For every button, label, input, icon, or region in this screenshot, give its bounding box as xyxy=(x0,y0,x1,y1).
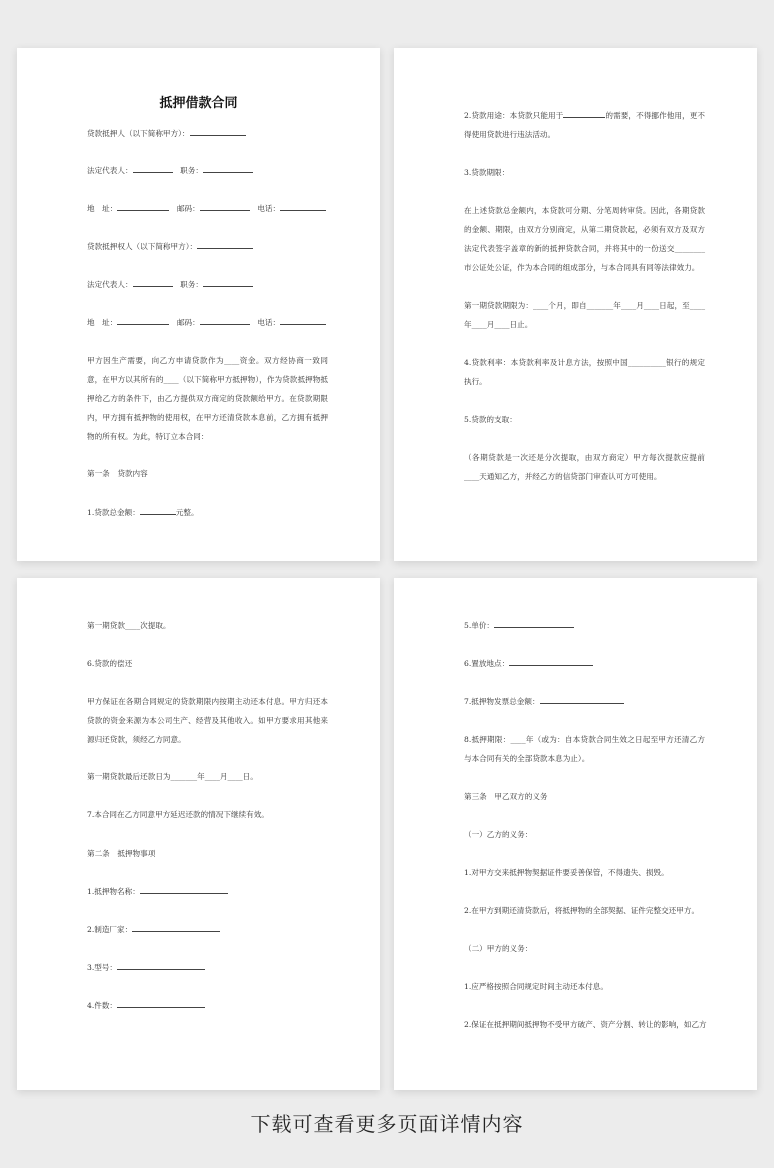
contract-title: 抵押借款合同 xyxy=(159,96,238,111)
pledge-period: 8.抵押期限：____年（或为：自本贷款合同生效之日起至甲方还清乙方与本合同有关的全部贷款本息为止）。 xyxy=(464,735,705,763)
address-line-2: 地 址： 邮码： 电话： xyxy=(87,313,328,332)
model-line: 3.型号： xyxy=(87,958,328,977)
unit-price-line: 5.单价： xyxy=(464,616,705,635)
term-paragraph: 在上述贷款总金额内，本贷款可分期、分笔周转审贷。因此，各期贷款的金额、期限，由双方分别商定，从第二期贷款起，必须有双方及双方法定代表签字盖章的新的抵押贷款合同，并将其中的一份送交________市公证处公证，作为本合同的组成部分，与本合同具有同等法律效力。 xyxy=(464,206,705,272)
pledgee-line: 贷款抵押权人（以下简称甲方）： xyxy=(87,237,328,256)
first-period: 第一期贷款期限为：____个月，即自_______年____月____日起，至____年____月____日止。 xyxy=(464,301,705,329)
address-line-1: 地 址： 邮码： 电话： xyxy=(87,199,328,218)
first-withdrawal: 第一期贷款____次提取。 xyxy=(87,621,171,630)
party-a-duties-heading: （二）甲方的义务： xyxy=(464,944,533,953)
withdrawal-heading: 5.贷款的支取： xyxy=(464,415,517,424)
invoice-total-line: 7.抵押物发票总金额： xyxy=(464,692,705,711)
article-3-heading: 第三条 甲乙双方的义务 xyxy=(464,792,548,801)
article-1-heading: 第一条 贷款内容 xyxy=(87,469,148,478)
legal-rep-line-1: 法定代表人： 职务： xyxy=(87,161,328,180)
extension-clause: 7.本合同在乙方同意甲方延迟还款的情况下继续有效。 xyxy=(87,810,269,819)
contract-page-1 xyxy=(17,48,380,561)
location-line: 6.置放地点： xyxy=(464,654,705,673)
manufacturer-line: 2.制造厂家： xyxy=(87,920,328,939)
interest-rate: 4.贷款利率：本贷款利率及计息方法，按照中国__________银行的规定执行。 xyxy=(464,358,705,386)
intro-paragraph: 甲方因生产需要，向乙方申请贷款作为____资金。双方经协商一致同意，在甲方以其所有的____（以下简称甲方抵押物），作为贷款抵押物抵押给乙方的条件下，由乙方提供双方商定的贷款额给甲方。在贷款期限内，甲方拥有抵押物的使用权，在甲方还清贷款本息前，乙方拥有抵押物的所有权。为此，特订立本合同： xyxy=(87,356,328,441)
party-b-duties-heading: （一）乙方的义务： xyxy=(464,830,533,839)
last-repay-date: 第一期贷款最后还款日为_______年____月____日。 xyxy=(87,772,258,781)
term-heading: 3.贷款期限： xyxy=(464,168,510,177)
legal-rep-line-2: 法定代表人： 职务： xyxy=(87,275,328,294)
loan-amount-line: 1.贷款总金额： 元整。 xyxy=(87,503,328,522)
contract-page-2 xyxy=(394,48,757,561)
repayment-paragraph: 甲方保证在各期合同规定的贷款期限内按期主动还本付息。甲方归还本贷款的资金来源为本公司生产、经营及其他收入。如甲方要求用其他来源归还贷款，须经乙方同意。 xyxy=(87,697,328,744)
article-2-heading: 第二条 抵押物事项 xyxy=(87,849,156,858)
pledger-line: 贷款抵押人（以下简称甲方）： xyxy=(87,124,328,143)
contract-page-4 xyxy=(394,578,757,1090)
party-a-duty-2: 2.保证在抵押期间抵押物不受甲方破产、资产分割、转让的影响，如乙方 xyxy=(464,1020,707,1029)
party-b-duty-2: 2.在甲方到期还清贷款后，将抵押物的全部契据、证件完整交还甲方。 xyxy=(464,906,700,915)
withdrawal-paragraph: （各期贷款是一次还是分次提取，由双方商定）甲方每次提款应提前____天通知乙方，并经乙方的信贷部门审查认可方可使用。 xyxy=(464,453,705,481)
party-b-duty-1: 1.对甲方交来抵押物契据证件要妥善保管，不得遗失、损毁。 xyxy=(464,868,669,877)
count-line: 4.件数： xyxy=(87,996,328,1015)
contract-page-3 xyxy=(17,578,380,1090)
loan-purpose: 2.贷款用途：本贷款只能用于 的需要，不得挪作他用，更不得使用贷款进行违法活动。 xyxy=(464,106,705,144)
party-a-duty-1: 1.应严格按照合同规定时间主动还本付息。 xyxy=(464,982,608,991)
repayment-heading: 6.贷款的偿还 xyxy=(87,659,133,668)
download-more-caption[interactable]: 下载可查看更多页面详情内容 xyxy=(250,1112,524,1136)
collateral-name-line: 1.抵押物名称： xyxy=(87,882,328,901)
